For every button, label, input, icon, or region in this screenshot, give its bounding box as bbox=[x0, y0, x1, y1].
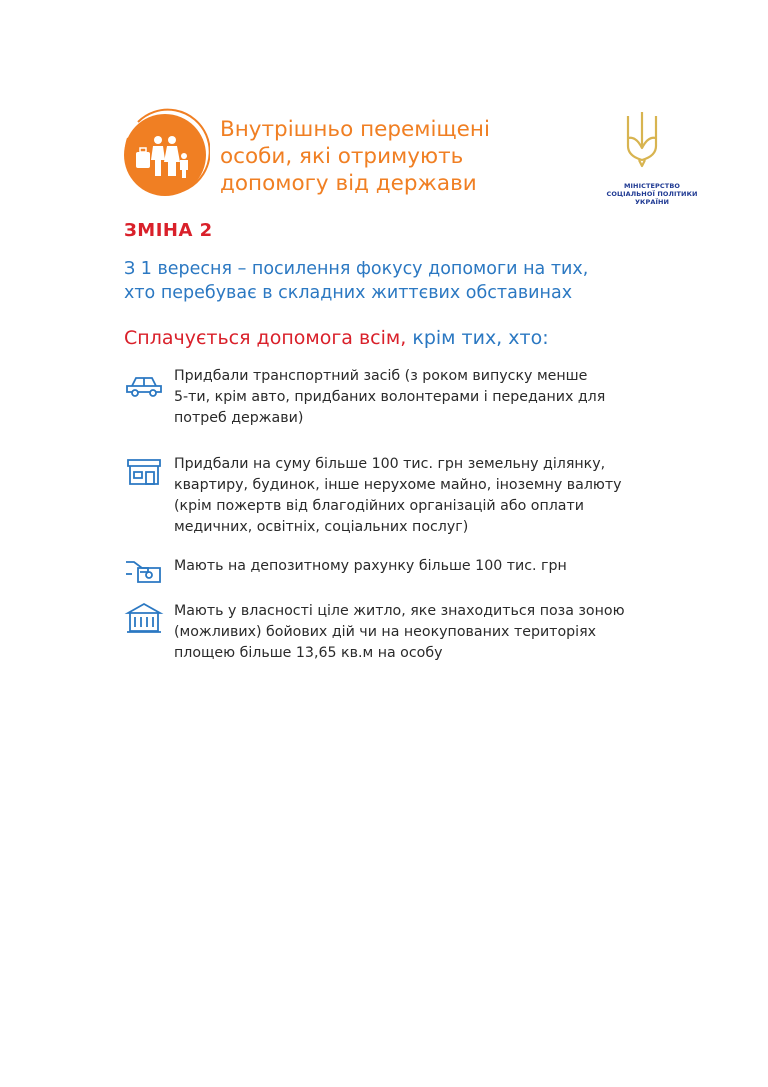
header-title bbox=[220, 116, 580, 197]
header-title-line: допомогу від держави bbox=[220, 171, 477, 196]
paid-heading-blue: крім тих, хто: bbox=[406, 327, 549, 349]
subtitle-line: З 1 вересня – посилення фокусу допомоги на тих, bbox=[124, 259, 589, 279]
trident-icon bbox=[622, 108, 662, 168]
family-icon bbox=[134, 128, 194, 184]
ministry-logo bbox=[602, 108, 702, 210]
header-title-line: Внутрішньо переміщені bbox=[220, 117, 490, 142]
item-line: медичних, освітніх, соціальних послуг) bbox=[174, 519, 469, 535]
item-line: (крім пожертв від благодійних організацій або оплати bbox=[174, 498, 584, 514]
item-line: Мають на депозитному рахунку більше 100 тис. грн bbox=[174, 558, 567, 574]
item-text bbox=[174, 454, 674, 538]
header-title-line: особи, які отримують bbox=[220, 144, 464, 169]
item-line: Придбали транспортний засіб (з роком випуску менше bbox=[174, 368, 588, 384]
money-hand-icon bbox=[124, 556, 164, 590]
paid-heading-red: Сплачується допомога всім, bbox=[124, 327, 407, 349]
ministry-line: СОЦІАЛЬНОЇ ПОЛІТИКИ bbox=[606, 190, 698, 198]
item-line: потреб держави) bbox=[174, 410, 304, 426]
item-line: 5-ти, крім авто, придбаних волонтерами і переданих для bbox=[174, 389, 606, 405]
ministry-label bbox=[602, 182, 702, 206]
item-text bbox=[174, 601, 674, 664]
change-label: ЗМІНА 2 bbox=[124, 220, 213, 241]
item-text bbox=[174, 556, 674, 577]
item-line: площею більше 13,65 кв.м на особу bbox=[174, 645, 443, 661]
building-icon bbox=[124, 601, 164, 635]
item-line: Придбали на суму більше 100 тис. грн земельну ділянку, bbox=[174, 456, 606, 472]
ministry-line: УКРАЇНИ bbox=[634, 198, 670, 206]
subtitle-line: хто перебуває в складних життєвих обставинах bbox=[124, 283, 573, 303]
car-icon bbox=[124, 366, 164, 400]
subtitle bbox=[124, 257, 724, 305]
item-text bbox=[174, 366, 674, 429]
store-icon bbox=[124, 454, 164, 488]
paid-heading bbox=[124, 327, 549, 349]
item-line: (можливих) бойових дій чи на неокупованих територіях bbox=[174, 624, 597, 640]
item-line: Мають у власності ціле житло, яке знаходиться поза зоною bbox=[174, 603, 625, 619]
item-line: квартиру, будинок, інше нерухоме майно, іноземну валюту bbox=[174, 477, 622, 493]
ministry-line: МІНІСТЕРСТВО bbox=[623, 182, 681, 190]
